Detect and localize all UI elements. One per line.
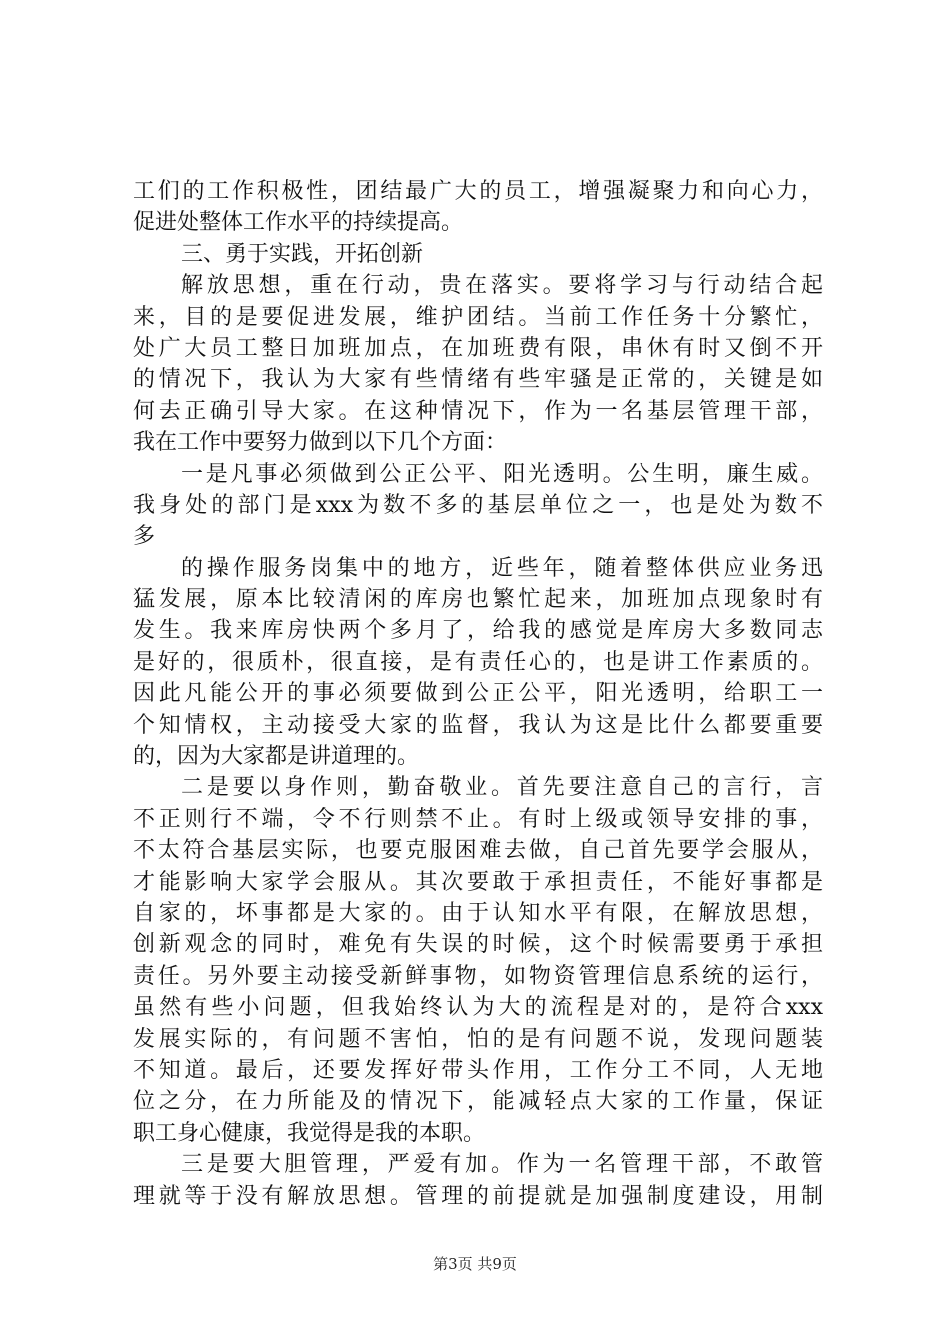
text-line: 的情况下，我认为大家有些情绪有些牢骚是正常的，关键是如	[133, 367, 823, 393]
text-line: 我在工作中要努力做到以下几个方面：	[133, 430, 508, 456]
page-number-footer: 第3页 共9页	[433, 1255, 517, 1273]
text-line: 处广大员工整日加班加点，在加班费有限，串休有时又倒不开	[133, 335, 823, 361]
text-line: 因此凡能公开的事必须要做到公正公平，阳光透明，给职工一	[133, 681, 823, 707]
text-line: 职工身心健康，我觉得是我的本职。	[133, 1120, 486, 1146]
text-line: 工们的工作积极性，团结最广大的员工，增强凝聚力和向心力，	[133, 179, 823, 204]
body-text	[133, 176, 823, 1212]
text-line: 猛发展，原本比较清闲的库房也繁忙起来，加班加点现象时有	[133, 587, 823, 613]
text-line: 不太符合基层实际，也要克服困难去做，自己首先要学会服从，	[133, 838, 823, 864]
text-line: 促进处整体工作水平的持续提高。	[133, 210, 464, 236]
text-line: 位之分，在力所能及的情况下，能减轻点大家的工作量，保证	[133, 1089, 823, 1115]
text-line: 解放思想，重在行动，贵在落实。要将学习与行动结合起	[181, 273, 823, 299]
text-line: 个知情权，主动接受大家的监督，我认为这是比什么都要重要	[133, 712, 823, 738]
text-line: 虽然有些小问题，但我始终认为大的流程是对的，是符合xxx	[133, 995, 823, 1021]
text-line: 的，因为大家都是讲道理的。	[133, 744, 420, 770]
text-line: 责任。另外要主动接受新鲜事物，如物资管理信息系统的运行，	[133, 963, 823, 989]
text-line: 二是要以身作则，勤奋敬业。首先要注意自己的言行，言	[181, 775, 823, 801]
text-line: 创新观念的同时，难免有失误的时候，这个时候需要勇于承担	[133, 932, 823, 958]
text-line: 自家的，坏事都是大家的。由于认知水平有限，在解放思想，	[133, 900, 823, 926]
text-line: 不知道。最后，还要发挥好带头作用，工作分工不同，人无地	[133, 1057, 823, 1083]
text-line: 多	[133, 524, 156, 550]
section-heading: 三、勇于实践，开拓创新	[181, 241, 424, 267]
text-line: 何去正确引导大家。在这种情况下，作为一名基层管理干部，	[133, 398, 823, 424]
text-line: 不正则行不端，令不行则禁不止。有时上级或领导安排的事，	[133, 806, 823, 832]
text-line: 发展实际的，有问题不害怕，怕的是有问题不说，发现问题装	[133, 1026, 823, 1052]
text-line: 一是凡事必须做到公正公平、阳光透明。公生明，廉生威。	[181, 461, 823, 487]
text-line: 我身处的部门是xxx为数不多的基层单位之一，也是处为数不	[133, 492, 823, 518]
text-line: 来，目的是要促进发展，维护团结。当前工作任务十分繁忙，	[133, 304, 823, 330]
text-line: 三是要大胆管理，严爱有加。作为一名管理干部，不敢管	[181, 1152, 823, 1178]
text-line: 的操作服务岗集中的地方，近些年，随着整体供应业务迅	[181, 555, 823, 581]
text-line: 发生。我来库房快两个多月了，给我的感觉是库房大多数同志	[133, 618, 823, 644]
text-line: 是好的，很质朴，很直接，是有责任心的，也是讲工作素质的。	[133, 649, 823, 675]
text-line: 理就等于没有解放思想。管理的前提就是加强制度建设，用制	[133, 1183, 823, 1209]
text-line: 才能影响大家学会服从。其次要敢于承担责任，不能好事都是	[133, 869, 823, 895]
